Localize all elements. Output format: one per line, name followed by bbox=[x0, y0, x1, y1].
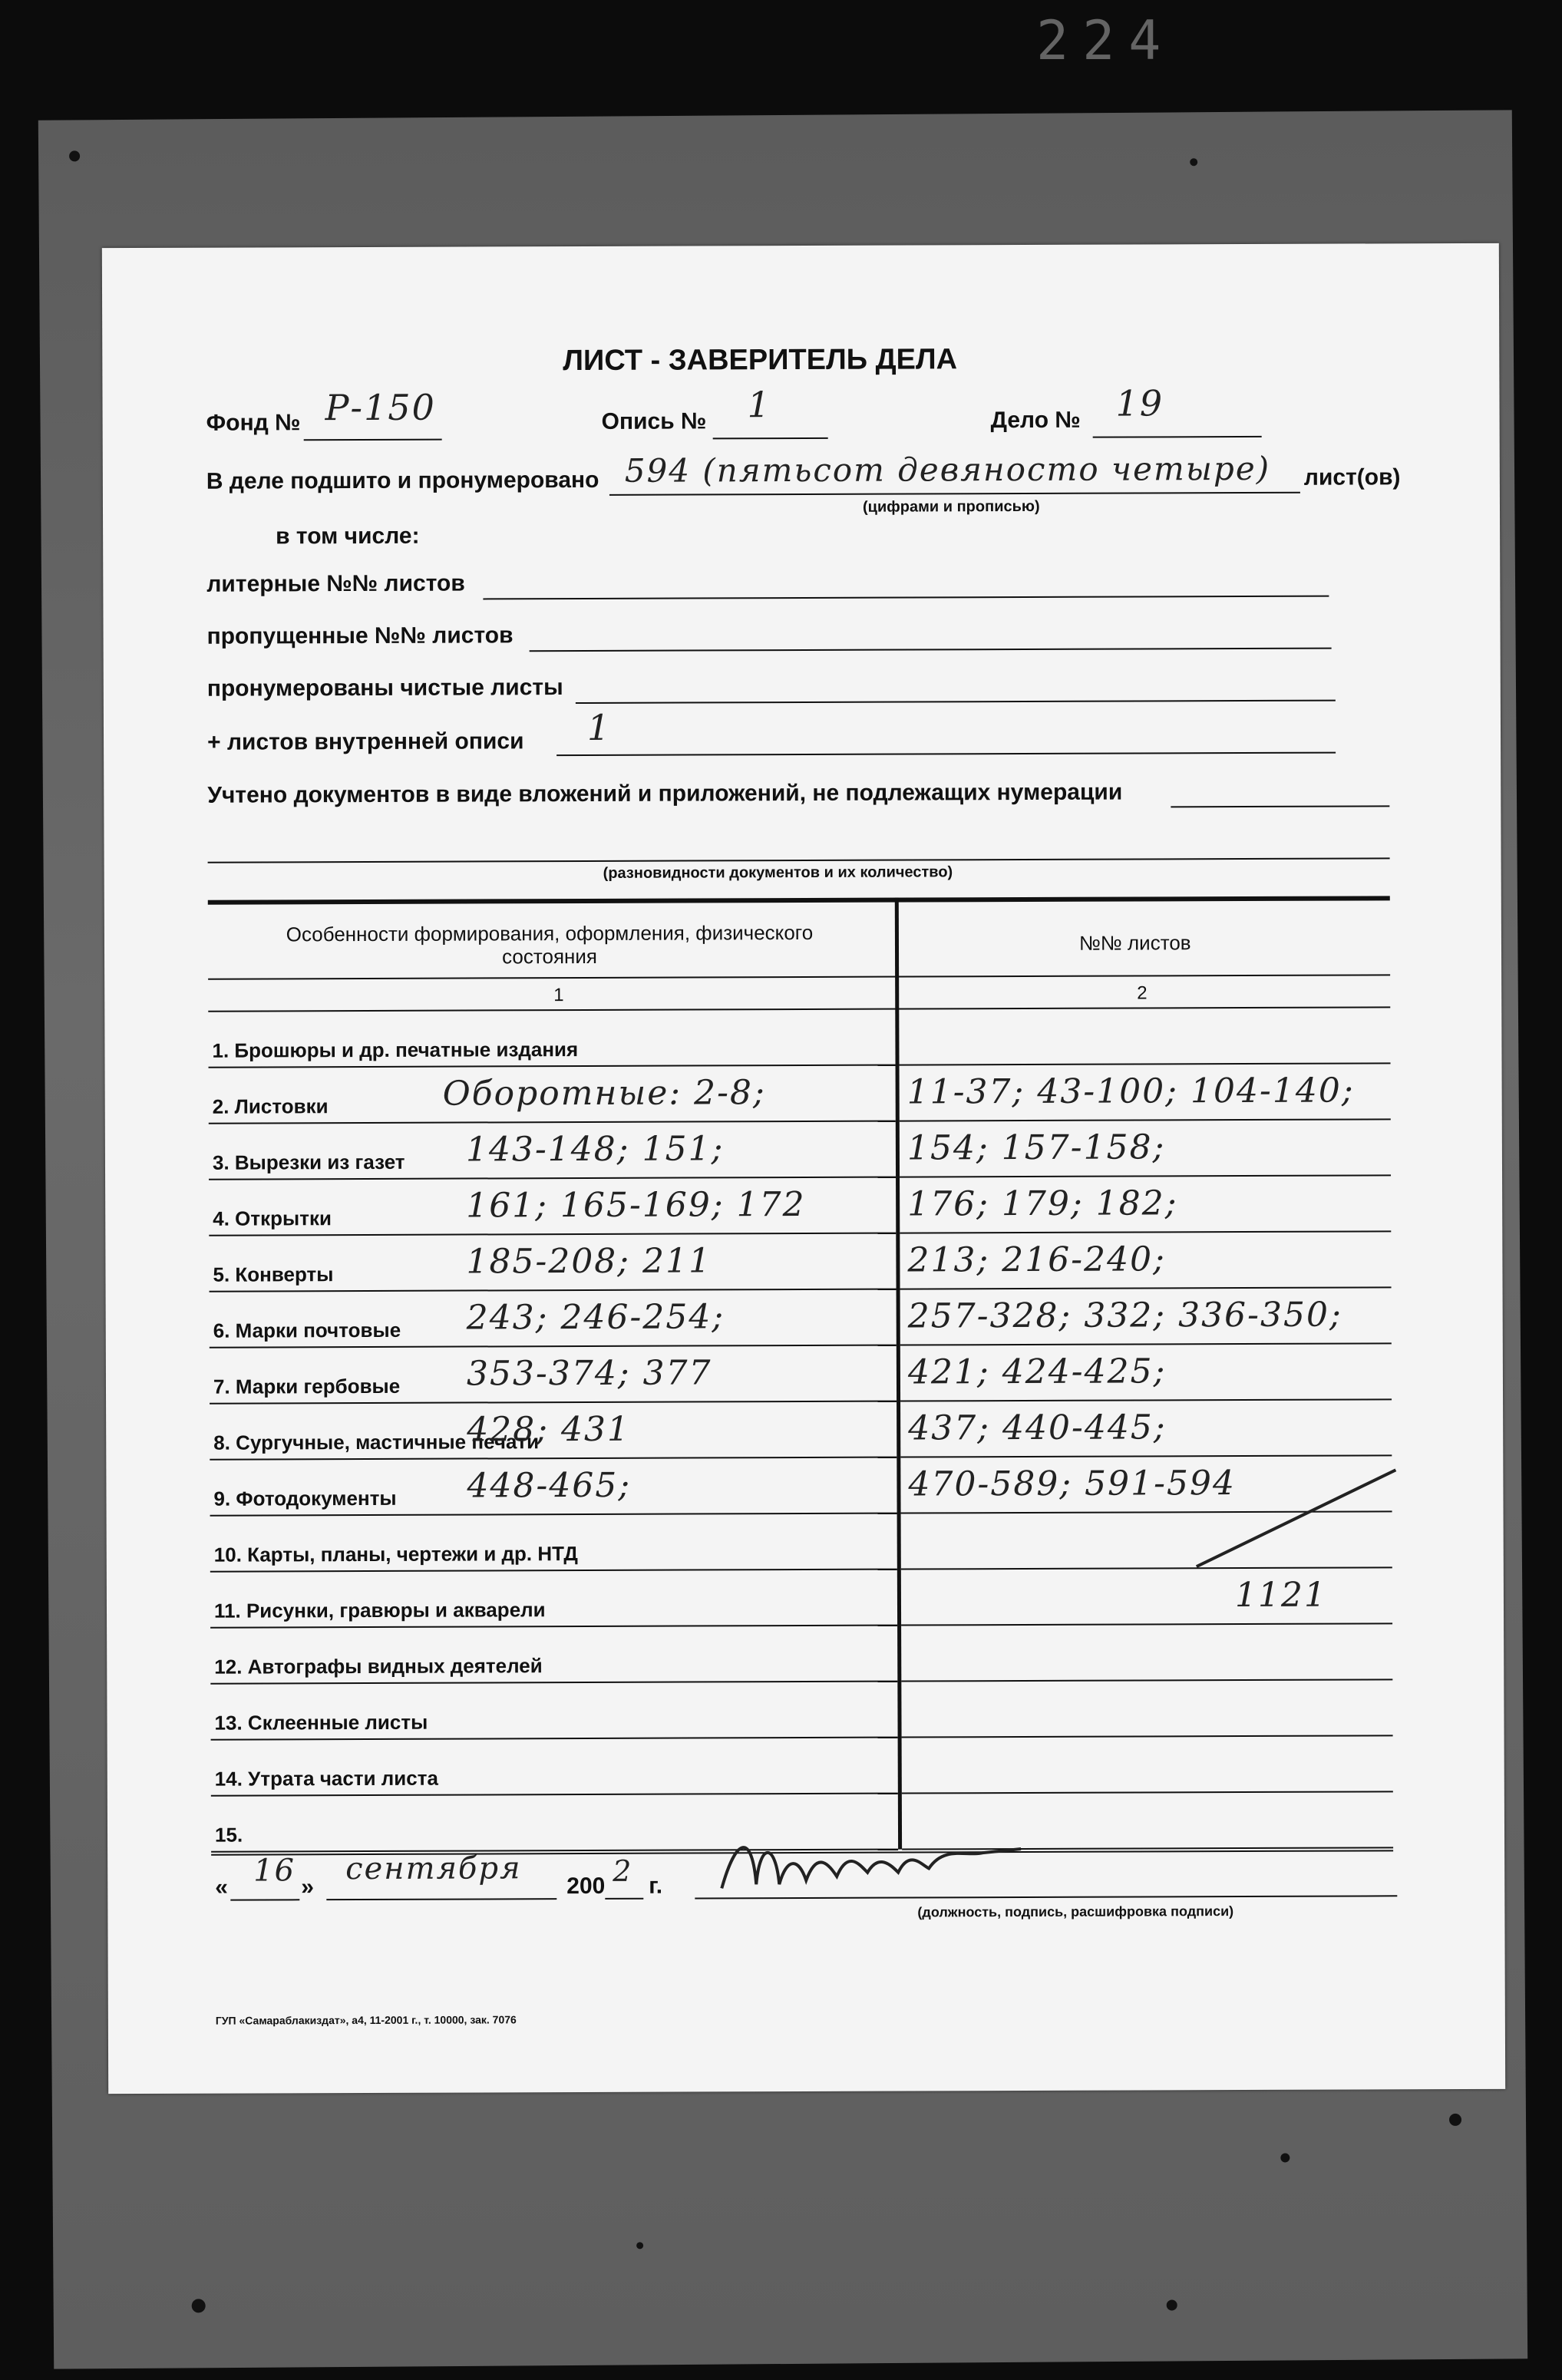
year-unit: г. bbox=[649, 1873, 663, 1899]
sewn-value: 594 (пятьсот девяносто четыре) bbox=[624, 449, 1271, 490]
inner-value: 1 bbox=[586, 706, 612, 748]
sewn-label: В деле подшито и пронумеровано bbox=[206, 467, 599, 494]
table-row-label: 4. Открытки bbox=[213, 1207, 332, 1230]
table-row-label: 13. Склеенные листы bbox=[214, 1710, 428, 1735]
table-row-label: 7. Марки гербовые bbox=[213, 1374, 401, 1398]
attachments-label: Учтено документов в виде вложений и приложений, не подлежащих нумерации bbox=[207, 779, 1123, 808]
table-row-label: 11. Рисунки, гравюры и акварели bbox=[213, 1598, 546, 1622]
table-row-pages-right: 176; 179; 182; bbox=[907, 1183, 1178, 1224]
fond-value: Р-150 bbox=[325, 386, 436, 429]
table-row-label: 8. Сургучные, мастичные печати bbox=[213, 1430, 540, 1454]
opis-label: Опись № bbox=[601, 408, 707, 434]
liter-label: литерные №№ листов bbox=[206, 570, 465, 597]
including-label: в том числе: bbox=[276, 523, 420, 550]
table-row-label: 2. Листовки bbox=[212, 1094, 329, 1118]
attachments-hint: (разновидности документов и их количество) bbox=[603, 863, 953, 882]
date-day: 16 bbox=[253, 1853, 296, 1889]
strike-mark bbox=[1181, 1462, 1412, 1578]
table-row-label: 1. Брошюры и др. печатные издания bbox=[212, 1038, 579, 1062]
table-row-pages-right: 437; 440-445; bbox=[908, 1408, 1167, 1448]
table-row-pages-left: 353-374; 377 bbox=[466, 1353, 712, 1394]
table-row-label: 14. Утрата части листа bbox=[214, 1766, 438, 1791]
table-row-label: 6. Марки почтовые bbox=[213, 1318, 401, 1342]
sewn-suffix: лист(ов) bbox=[1303, 464, 1401, 490]
table-row-pages-right: 257-328; 332; 336-350; bbox=[907, 1295, 1342, 1336]
table-row-label: 3. Вырезки из газет bbox=[212, 1150, 405, 1174]
form-title: ЛИСТ - ЗАВЕРИТЕЛЬ ДЕЛА bbox=[563, 343, 958, 378]
sewn-hint: (цифрами и прописью) bbox=[862, 497, 1040, 516]
quote-close: » bbox=[301, 1874, 315, 1900]
col1-number: 1 bbox=[553, 985, 564, 1006]
table-row-pages-left: 428; 431 bbox=[467, 1409, 631, 1450]
opis-value: 1 bbox=[747, 384, 771, 426]
table-row-pages-right: 213; 216-240; bbox=[907, 1240, 1166, 1280]
table-row-pages-right: 154; 157-158; bbox=[906, 1127, 1166, 1168]
certification-sheet bbox=[102, 243, 1505, 2094]
table-row-pages-right: 421; 424-425; bbox=[907, 1352, 1167, 1392]
table-row-label: 15. bbox=[214, 1823, 243, 1847]
archive-number: 224 bbox=[1036, 9, 1175, 72]
year-suffix: 2 bbox=[613, 1853, 633, 1888]
col2-header: №№ листов bbox=[1078, 931, 1191, 955]
table-row-pages-right: 470-589; 591-594 bbox=[908, 1464, 1237, 1504]
signer-hint: (должность, подпись, расшифровка подписи) bbox=[917, 1903, 1234, 1920]
table-row-pages-right: 11-37; 43-100; 104-140; bbox=[906, 1071, 1355, 1112]
year-prefix: 200 bbox=[566, 1873, 606, 1900]
table-row-label: 12. Автографы видных деятелей bbox=[214, 1654, 543, 1679]
blank-label: пронумерованы чистые листы bbox=[206, 675, 563, 701]
table-row-label: 10. Карты, планы, чертежи и др. НТД bbox=[213, 1542, 578, 1566]
fond-label: Фонд № bbox=[206, 410, 301, 436]
quote-open: « bbox=[215, 1874, 229, 1900]
table-row-pages-right: 1121 bbox=[1234, 1575, 1328, 1616]
delo-label: Дело № bbox=[990, 407, 1081, 434]
date-month: сентября bbox=[345, 1850, 522, 1887]
table-row-pages-left: 185-208; 211 bbox=[466, 1241, 712, 1282]
inner-label: + листов внутренней описи bbox=[206, 728, 524, 755]
table-row-pages-left: 243; 246-254; bbox=[466, 1297, 725, 1338]
col2-number: 2 bbox=[1137, 982, 1148, 1004]
table-row-pages-left: 161; 165-169; 172 bbox=[466, 1184, 806, 1226]
table-row-pages-left: 143-148; 151; bbox=[465, 1129, 725, 1170]
table-row-pages-left: 448-465; bbox=[467, 1465, 632, 1506]
signature-scribble bbox=[714, 1818, 1036, 1903]
delo-value: 19 bbox=[1115, 382, 1164, 424]
table-row-label: 9. Фотодокументы bbox=[213, 1486, 397, 1510]
printer-imprint: ГУП «Самараблакиздат», а4, 11-2001 г., т. 10000, зак. 7076 bbox=[215, 2013, 517, 2027]
col1-header: Особенности формирования, оформления, физического состояния bbox=[286, 920, 814, 969]
table-row-label: 5. Конверты bbox=[213, 1263, 334, 1286]
skipped-label: пропущенные №№ листов bbox=[206, 622, 514, 649]
table-row-pages-left: Оборотные: 2-8; bbox=[442, 1073, 766, 1114]
